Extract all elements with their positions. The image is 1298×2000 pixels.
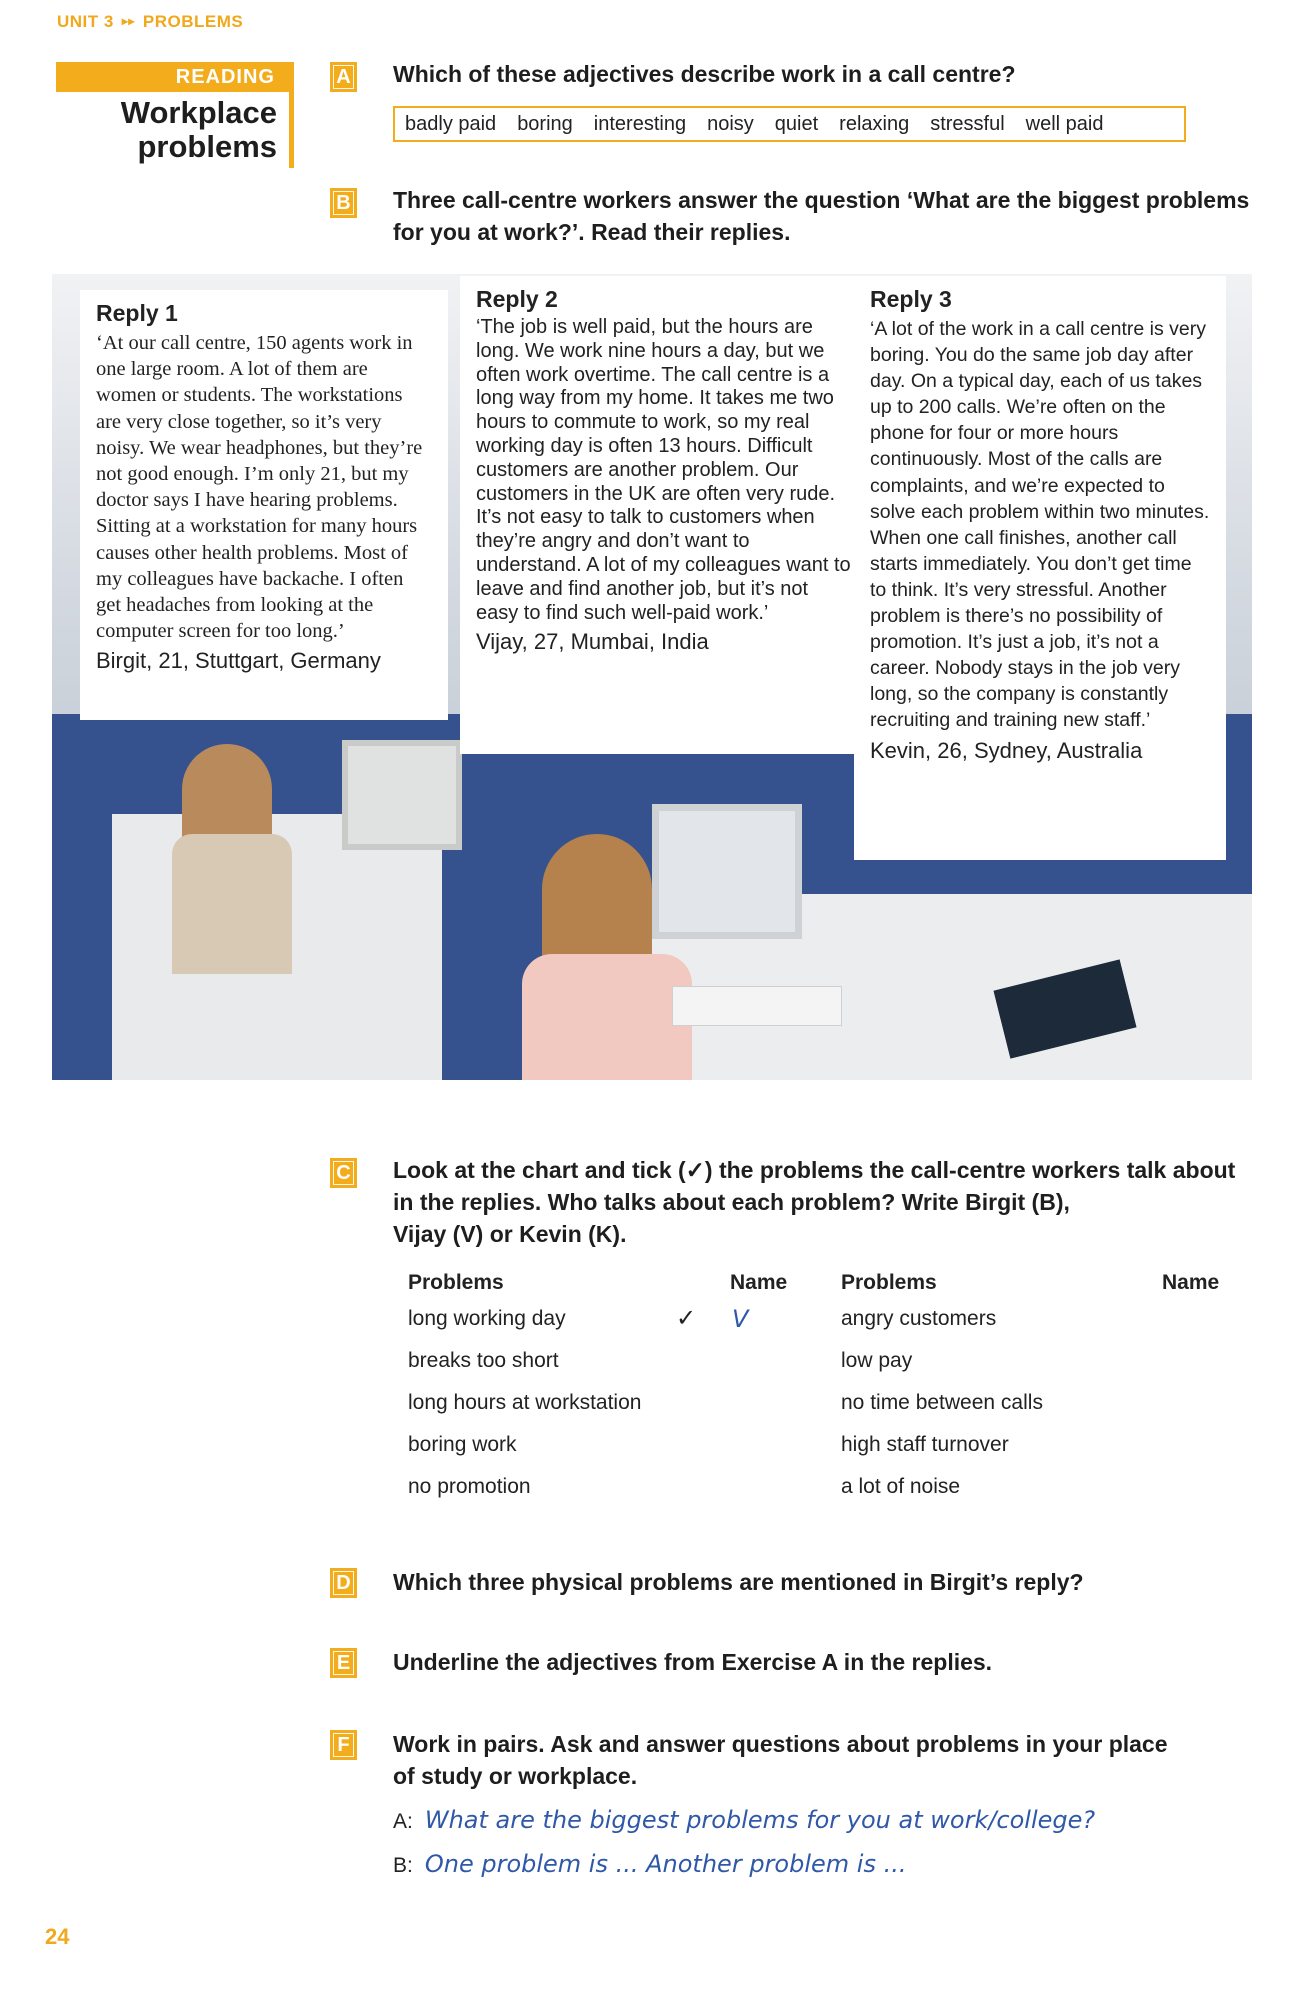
adjective-box — [393, 106, 1186, 142]
problems-column-header: Problems — [841, 1271, 937, 1294]
exercise-d-question: Which three physical problems are mentioned in Birgit’s reply? — [393, 1569, 1084, 1595]
instruction-line: Vijay (V) or Kevin (K). — [393, 1221, 627, 1247]
exercise-f-instructions — [393, 1728, 1168, 1792]
exercise-c-letter: C — [330, 1158, 357, 1188]
exercise-f-letter: F — [330, 1730, 357, 1760]
exercise-d-letter: D — [330, 1568, 357, 1598]
chart-row: no time between calls — [841, 1391, 1043, 1414]
speaker-label: A: — [393, 1810, 413, 1833]
reply-author: Birgit, 21, Stuttgart, Germany — [96, 648, 381, 674]
reply-heading: Reply 2 — [476, 286, 558, 312]
worker-figure — [172, 834, 292, 974]
name-column-header: Name — [1162, 1271, 1220, 1294]
exercise-a-letter: A — [330, 62, 357, 92]
exercise-e-question: Underline the adjectives from Exercise A in the replies. — [393, 1649, 993, 1675]
chart-row: no promotion — [408, 1475, 531, 1498]
reply-2-box — [460, 276, 868, 754]
adjective: boring — [517, 112, 573, 135]
reply-author: Vijay, 27, Mumbai, India — [476, 629, 709, 655]
adjective: interesting — [593, 112, 687, 135]
call-centre-photo — [52, 274, 1252, 1080]
exercise-b-letter: B — [330, 188, 357, 218]
chart-row: angry customers — [841, 1307, 997, 1330]
reading-title-box — [56, 62, 294, 168]
problems-column-header: Problems — [408, 1271, 504, 1294]
problems-chart-right — [841, 1268, 1043, 1508]
reading-title-line: Workplace — [120, 95, 277, 130]
monitor-icon — [652, 804, 802, 939]
chart-row: high staff turnover — [841, 1433, 1009, 1456]
chart-row: long hours at workstation — [408, 1391, 642, 1414]
adjective: quiet — [774, 112, 819, 135]
exercise-c-instructions — [393, 1154, 1235, 1250]
instruction-line: of study or workplace. — [393, 1763, 638, 1789]
exercise-b-instructions — [393, 184, 1249, 248]
problems-chart-left — [408, 1268, 641, 1508]
tick-mark: ✓ — [676, 1305, 697, 1332]
instruction-line: Look at the chart and tick (✓) the problems the call-centre workers talk about — [393, 1157, 1236, 1183]
reply-body: ‘At our call centre, 150 agents work in one large room. A lot of them are women or students. The workstations are very close together, so it’s very noisy. We wear headphones, but they’re not good enough. I’m only 21, but my doctor says I have hearing problems. Sitting at a workstation for many hours causes other health problems. Most of my colleagues have backache. I often get headaches from looking at the computer screen for too long.’ — [96, 332, 423, 643]
adjective: badly paid — [405, 112, 497, 135]
chart-row: low pay — [841, 1349, 913, 1372]
reply-1-box — [80, 290, 448, 720]
reply-author: Kevin, 26, Sydney, Australia — [870, 737, 1143, 763]
reply-body: ‘The job is well paid, but the hours are long. We work nine hours a day, but we often work overtime. The call centre is a long way from my home. It takes me two hours to commute to work, so my real working day is often 13 hours. Difficult customers are another problem. Our customers in the UK are often very rude. It’s not easy to talk to customers when they’re angry and don’t want to understand. A lot of my colleagues want to leave and find another job, but it’s not easy to find such well-paid work.’ — [476, 316, 851, 624]
tick-column — [676, 1268, 696, 1340]
reading-label: READING — [56, 62, 289, 92]
speaker-label: B: — [393, 1854, 413, 1877]
dialog-line-a — [393, 1804, 1095, 1838]
exercise-a-question: Which of these adjectives describe work in a call centre? — [393, 61, 1016, 87]
reply-body: ‘A lot of the work in a call centre is very boring. You do the same job day after day. On a typical day, each of us takes up to 200 calls. We’re often on the phone for four or more hours continuously. Most of the calls are complaints, and we’re expected to solve each problem within two minutes. When one call finishes, another call starts immediately. You don’t get time to think. It’s very stressful. Another problem is there’s no possibility of promotion. It’s just a job, it’s not a career. Nobody stays in the job very long, so the company is constantly recruiting and training new staff.’ — [870, 318, 1210, 732]
adjective: noisy — [707, 112, 754, 135]
chart-row: boring work — [408, 1433, 517, 1456]
keyboard-icon — [672, 986, 842, 1026]
reply-heading: Reply 3 — [870, 286, 952, 312]
chart-row: breaks too short — [408, 1349, 559, 1372]
instruction-line: Three call-centre workers answer the question ‘What are the biggest problems — [393, 187, 1250, 213]
instruction-line: in the replies. Who talks about each problem? Write Birgit (B), — [393, 1189, 1070, 1215]
instruction-line: for you at work?’. Read their replies. — [393, 219, 791, 245]
dialog-line-b — [393, 1848, 906, 1882]
worker-figure — [542, 834, 652, 974]
adjective: relaxing — [839, 112, 910, 135]
chart-row: a lot of noise — [841, 1475, 961, 1498]
reply-3-box — [854, 276, 1226, 860]
reading-title — [56, 92, 289, 164]
page-number: 24 — [45, 1924, 70, 1949]
double-arrow-icon: ▸▸ — [121, 14, 135, 28]
name-column-header: Name — [730, 1271, 788, 1294]
reading-title-line: problems — [137, 129, 277, 164]
monitor-icon — [342, 740, 462, 850]
instruction-line: Work in pairs. Ask and answer questions about problems in your place — [393, 1731, 1168, 1757]
name-column-right — [1162, 1268, 1219, 1298]
unit-section: PROBLEMS — [142, 12, 244, 31]
chart-row: long working day — [408, 1307, 566, 1330]
handwritten-example: One problem is ... Another problem is ... — [424, 1850, 907, 1878]
reply-heading: Reply 1 — [96, 300, 178, 326]
exercise-e-letter: E — [330, 1648, 357, 1678]
handwritten-example: What are the biggest problems for you at work/college? — [424, 1806, 1096, 1834]
unit-header — [57, 12, 243, 32]
adjective: well paid — [1025, 112, 1104, 135]
worker-figure — [522, 954, 692, 1080]
name-column-left — [730, 1268, 787, 1340]
adjective: stressful — [930, 112, 1005, 135]
unit-label: UNIT 3 — [57, 12, 114, 31]
handwritten-answer: V — [732, 1305, 749, 1333]
